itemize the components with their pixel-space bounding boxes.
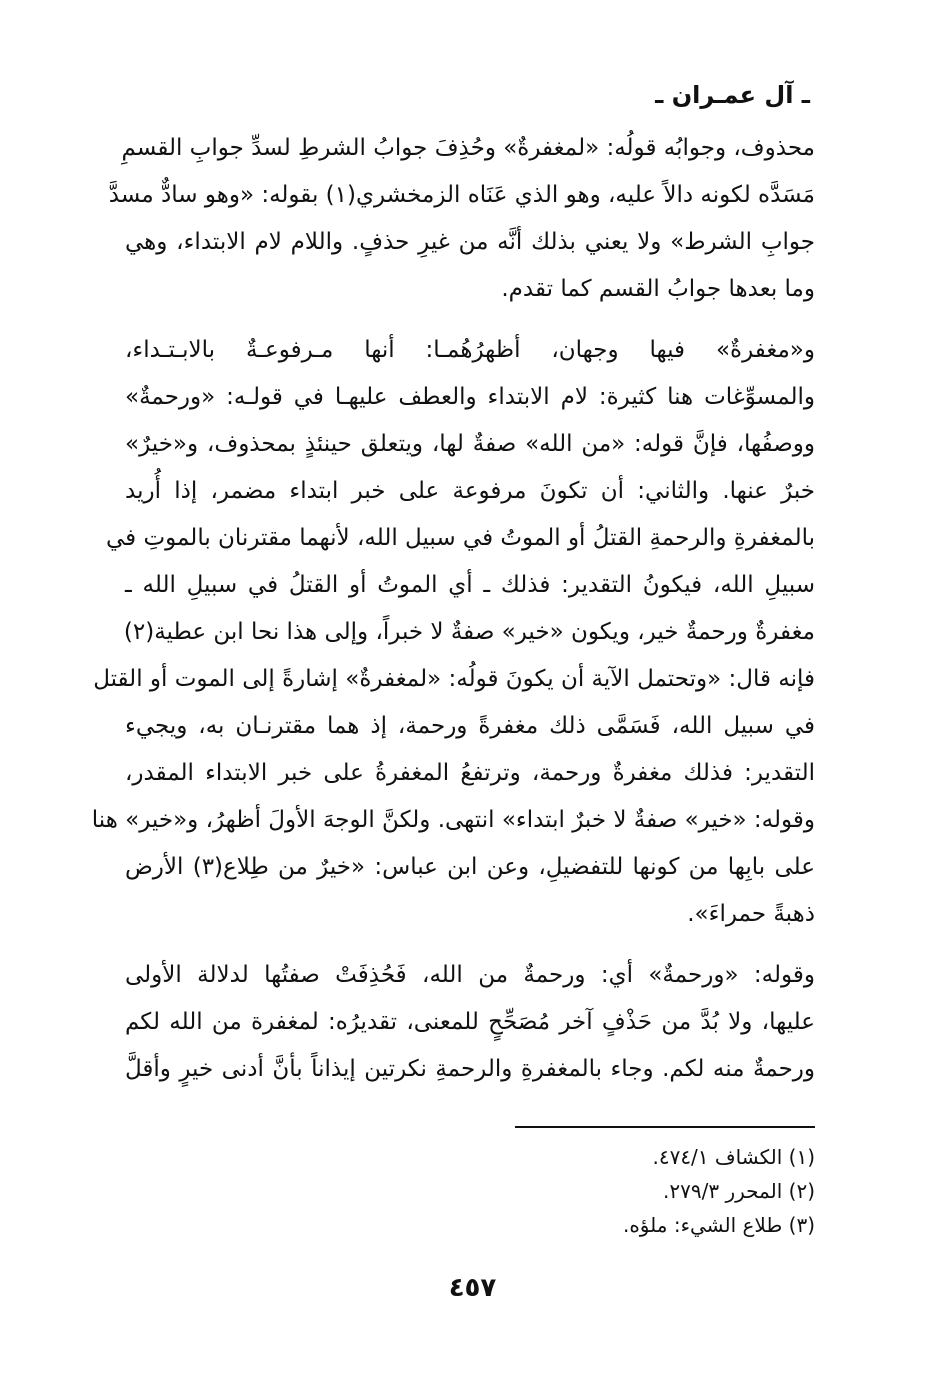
text-line: و«مغفرةٌ» فيها وجهان، أظهرُهُمـا: أنها مـرفوعـةٌ بالابـتـداء، (125, 337, 815, 363)
text-line: فإنه قال: «وتحتمل الآية أن يكونَ قولُه: «لمغفرةٌ» إشارةً إلى الموت أو القتل (93, 666, 815, 692)
text-line: مغفرةٌ ورحمةٌ خير، ويكون «خير» صفةٌ لا خبراً، وإلى هذا نحا ابن عطية(٢) (123, 619, 815, 645)
running-header: ـ آل عمـران ـ (655, 81, 810, 109)
paragraph-gap (125, 938, 815, 952)
footnote-divider (515, 1126, 815, 1128)
text-line: وقوله: «ورحمةٌ» أي: ورحمةٌ من الله، فَحُذِفَتْ صفتُها لدلالة الأولى (125, 962, 815, 988)
text-line: وما بعدها جوابُ القسم كما تقدم. (501, 276, 815, 302)
footnotes (315, 1140, 815, 1242)
text-line: عليها، ولا بُدَّ من حَذْفٍ آخر مُصَحِّحٍ للمعنى، تقديرُه: لمغفرة من الله لكم (125, 1009, 815, 1035)
footnote: (١) الكشاف ٤٧٤/١. (652, 1145, 815, 1169)
paragraph-gap (125, 313, 815, 327)
text-line: التقدير: فذلك مغفرةٌ ورحمة، وترتفعُ المغفرةُ على خبر الابتداء المقدر، (125, 760, 815, 786)
text-line: ووصفُها، فإنَّ قوله: «من الله» صفةٌ لها، ويتعلق حينئذٍ بمحذوف، و«خيرٌ» (125, 431, 815, 457)
text-line: والمسوِّغات هنا كثيرة: لام الابتداء والعطف عليهـا في قولـه: «ورحمةٌ» (125, 384, 815, 410)
text-line: على بابِها من كونها للتفضيلِ، وعن ابن عباس: «خيرٌ من طِلاع(٣) الأرض (125, 854, 815, 880)
main-text (91, 125, 815, 1093)
text-line: مَسَدَّه لكونه دالاً عليه، وهو الذي عَنَاه الزمخشري(١) بقوله: «وهو سادٌّ مسدَّ (108, 182, 815, 208)
page-number: ٤٥٧ (448, 1273, 497, 1303)
text-line: ذهبةً حمراءَ». (687, 901, 815, 927)
text-line: بالمغفرةِ والرحمةِ القتلُ أو الموتُ في سبيل الله، لأنهما مقترنان بالموتِ في (106, 525, 815, 551)
text-line: خبرٌ عنها. والثاني: أن تكونَ مرفوعة على خبر ابتداء مضمر، إذا أُريد (125, 478, 815, 504)
footnote: (٢) المحرر ٢٧٩/٣. (663, 1179, 815, 1203)
text-line: في سبيل الله، فَسَمَّى ذلك مغفرةً ورحمة، إذ هما مقترنـان به، ويجيء (125, 713, 815, 739)
text-line: سبيلِ الله، فيكونُ التقدير: فذلك ـ أي الموتُ أو القتلُ في سبيلِ الله ـ (125, 572, 815, 598)
text-line: وقوله: «خير» صفةٌ لا خبرٌ ابتداء» انتهى. ولكنَّ الوجهَ الأولَ أظهرُ، و«خير» هنا (91, 807, 815, 833)
text-line: محذوف، وجوابُه قولُه: «لمغفرةٌ» وحُذِفَ جوابُ الشرطِ لسدِّ جوابِ القسمِ (121, 135, 815, 161)
text-line: ورحمةٌ منه لكم. وجاء بالمغفرةِ والرحمةِ نكرتين إيذاناً بأنَّ أدنى خيرٍ وأقلَّ (125, 1056, 815, 1082)
text-line: جوابِ الشرط» ولا يعني بذلك أنَّه من غيرِ حذفٍ. واللام لام الابتداء، وهي (125, 229, 815, 255)
footnote: (٣) طلاع الشيء: ملؤه. (622, 1213, 815, 1237)
